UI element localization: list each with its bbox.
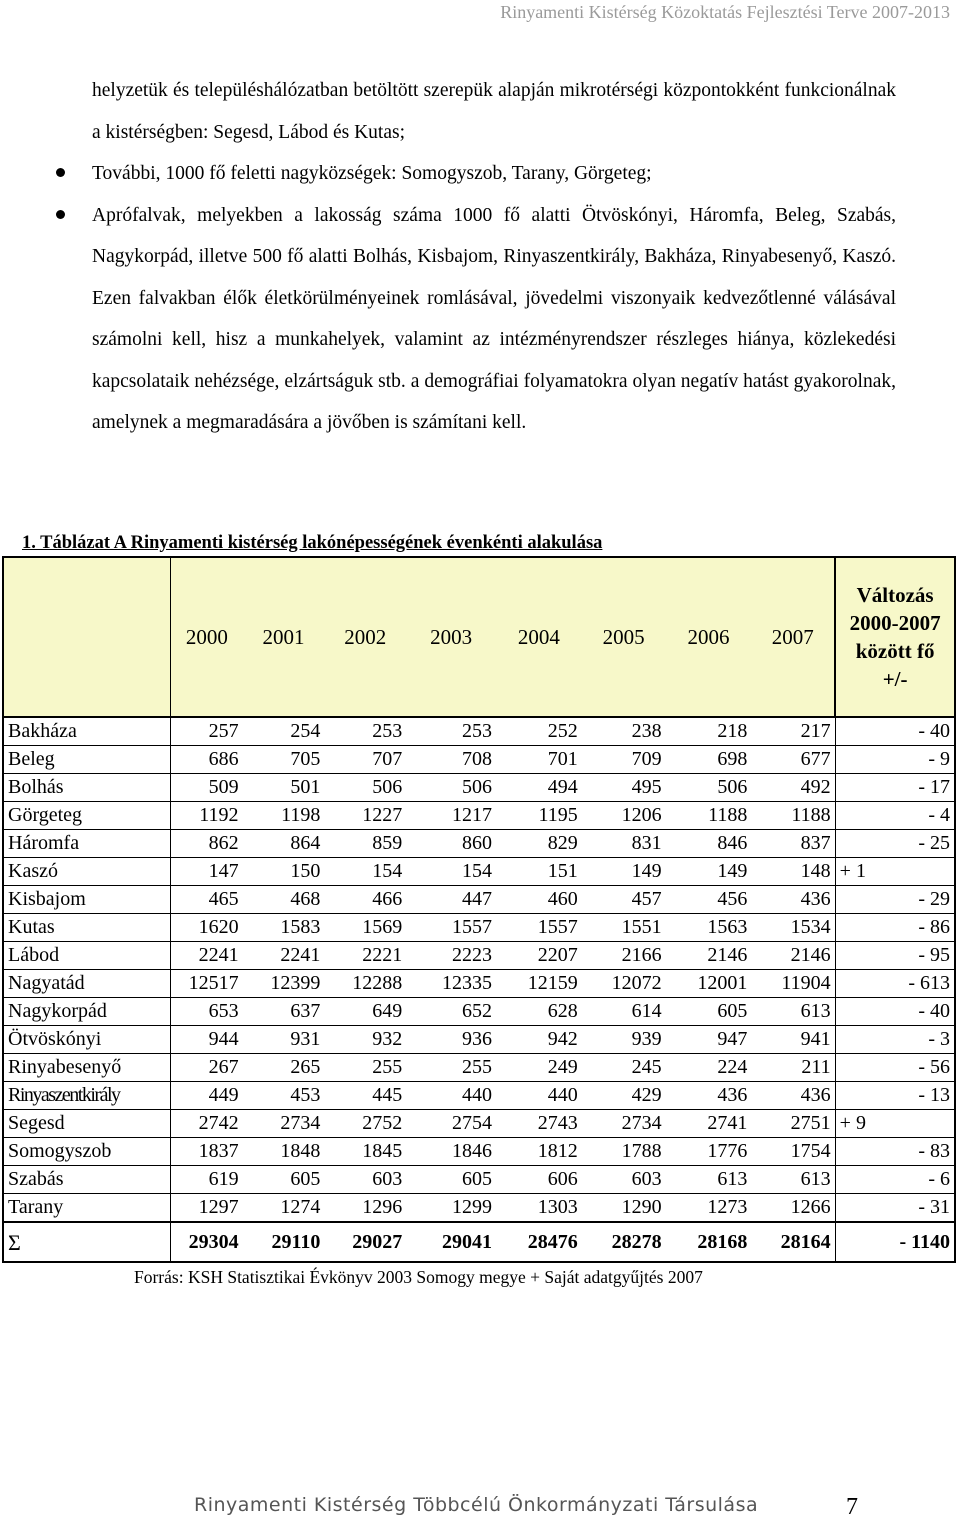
settlement-name: Somogyszob	[3, 1138, 171, 1166]
table-row	[3, 802, 955, 830]
page-header: Rinyamenti Kistérség Közoktatás Fejlesztési Terve 2007-2013	[500, 2, 950, 22]
population-cell: 12072	[582, 970, 666, 998]
settlement-name: Σ	[3, 1222, 171, 1262]
settlement-name: Beleg	[3, 746, 171, 774]
population-cell: 614	[582, 998, 666, 1026]
population-cell: 254	[243, 717, 325, 746]
total-row	[3, 1222, 955, 1262]
population-cell: 267	[171, 1054, 243, 1082]
table-row	[3, 1110, 955, 1138]
population-cell: 859	[324, 830, 406, 858]
population-cell: 12159	[496, 970, 582, 998]
settlement-name: Nagykorpád	[3, 998, 171, 1026]
population-cell: 149	[582, 858, 666, 886]
population-cell: 1290	[582, 1194, 666, 1223]
population-cell: 1846	[406, 1138, 496, 1166]
bullet-icon	[56, 168, 65, 177]
table-row	[3, 830, 955, 858]
population-cell: 506	[666, 774, 752, 802]
population-cell: 1845	[324, 1138, 406, 1166]
population-cell: 11904	[751, 970, 835, 998]
table-row	[3, 942, 955, 970]
population-cell: 931	[243, 1026, 325, 1054]
settlement-name: Segesd	[3, 1110, 171, 1138]
table-source: Forrás: KSH Statisztikai Évkönyv 2003 Somogy megye + Saját adatgyűjtés 2007	[134, 1267, 703, 1287]
population-cell: 649	[324, 998, 406, 1026]
change-cell: - 1140	[835, 1222, 955, 1262]
population-cell: 2146	[666, 942, 752, 970]
population-cell: 942	[496, 1026, 582, 1054]
change-cell: - 56	[835, 1054, 955, 1082]
population-cell: 28476	[496, 1222, 582, 1262]
population-cell: 29110	[243, 1222, 325, 1262]
population-cell: 29027	[324, 1222, 406, 1262]
population-cell: 12517	[171, 970, 243, 998]
population-cell: 148	[751, 858, 835, 886]
change-cell: - 9	[835, 746, 955, 774]
population-cell: 440	[496, 1082, 582, 1110]
change-header-line: 2000-2007	[849, 611, 941, 635]
population-cell: 1303	[496, 1194, 582, 1223]
table-row	[3, 858, 955, 886]
table-header-row	[3, 557, 955, 717]
population-cell: 12288	[324, 970, 406, 998]
table-row	[3, 1026, 955, 1054]
population-cell: 605	[243, 1166, 325, 1194]
population-cell: 846	[666, 830, 752, 858]
population-cell: 453	[243, 1082, 325, 1110]
year-header: 2000	[171, 557, 243, 717]
table-row	[3, 746, 955, 774]
settlement-name: Tarany	[3, 1194, 171, 1223]
population-cell: 941	[751, 1026, 835, 1054]
population-cell: 249	[496, 1054, 582, 1082]
population-cell: 603	[324, 1166, 406, 1194]
population-cell: 1217	[406, 802, 496, 830]
population-cell: 1620	[171, 914, 243, 942]
change-cell: - 4	[835, 802, 955, 830]
population-cell: 1188	[666, 802, 752, 830]
population-cell: 224	[666, 1054, 752, 1082]
population-cell: 837	[751, 830, 835, 858]
population-cell: 457	[582, 886, 666, 914]
population-cell: 2207	[496, 942, 582, 970]
settlement-name: Kaszó	[3, 858, 171, 886]
population-cell: 613	[751, 1166, 835, 1194]
population-cell: 606	[496, 1166, 582, 1194]
bullet-text: Aprófalvak, melyekben a lakosság száma 1000 fő alatti Ötvöskónyi, Háromfa, Beleg, Szabás, Nagykorpád, illetve 500 fő alatti Bolhás, Kisbajom, Rinyaszentkirály, Bakháza, Rinyabesenyő, Kaszó. Ezen falvakban élők életkörülményeinek romlásával, jövedelmi viszonyaik kedvezőtlenné válásával számolni kell, hisz a munkahelyek, valamint az intézményrendszer részleges hiánya, közlekedési kapcsolataik nehézsége, elzártságuk stb. a demográfiai folyamatokra olyan negatív hatást gyakorolnak, amelynek a megmaradására a jövőben is számítani kell.	[92, 204, 896, 433]
change-cell: - 3	[835, 1026, 955, 1054]
change-header-line: +/-	[882, 667, 908, 691]
population-cell: 1551	[582, 914, 666, 942]
population-cell: 1837	[171, 1138, 243, 1166]
population-cell: 238	[582, 717, 666, 746]
change-cell: - 95	[835, 942, 955, 970]
population-cell: 12399	[243, 970, 325, 998]
population-cell: 1206	[582, 802, 666, 830]
table-row	[3, 998, 955, 1026]
population-cell: 2223	[406, 942, 496, 970]
table-caption: 1. Táblázat A Rinyamenti kistérség lakónépességének évenkénti alakulása	[22, 533, 603, 553]
year-header: 2005	[582, 557, 666, 717]
table-row	[3, 914, 955, 942]
population-cell: 506	[406, 774, 496, 802]
change-cell: + 9	[835, 1110, 955, 1138]
population-cell: 149	[666, 858, 752, 886]
population-cell: 1188	[751, 802, 835, 830]
year-header: 2002	[324, 557, 406, 717]
population-cell: 698	[666, 746, 752, 774]
population-cell: 436	[751, 1082, 835, 1110]
population-cell: 628	[496, 998, 582, 1026]
population-cell: 253	[324, 717, 406, 746]
population-cell: 29304	[171, 1222, 243, 1262]
population-cell: 265	[243, 1054, 325, 1082]
population-cell: 29041	[406, 1222, 496, 1262]
settlement-name: Lábod	[3, 942, 171, 970]
population-cell: 2734	[582, 1110, 666, 1138]
population-cell: 147	[171, 858, 243, 886]
year-header: 2001	[243, 557, 325, 717]
population-cell: 932	[324, 1026, 406, 1054]
population-cell: 677	[751, 746, 835, 774]
population-cell: 864	[243, 830, 325, 858]
population-cell: 509	[171, 774, 243, 802]
population-cell: 1192	[171, 802, 243, 830]
bullet-icon	[56, 210, 65, 219]
settlement-name: Kisbajom	[3, 886, 171, 914]
population-cell: 506	[324, 774, 406, 802]
population-cell: 1848	[243, 1138, 325, 1166]
footer-org: Rinyamenti Kistérség Többcélú Önkormányzati Társulása	[194, 1494, 759, 1516]
page-number: 7	[846, 1494, 858, 1520]
year-header: 2004	[496, 557, 582, 717]
population-cell: 2752	[324, 1110, 406, 1138]
population-cell: 2743	[496, 1110, 582, 1138]
settlement-name: Bakháza	[3, 717, 171, 746]
population-cell: 2241	[243, 942, 325, 970]
population-cell: 460	[496, 886, 582, 914]
population-cell: 447	[406, 886, 496, 914]
change-header-line: között fő	[855, 639, 935, 663]
settlement-name: Kutas	[3, 914, 171, 942]
population-cell: 947	[666, 1026, 752, 1054]
settlement-name: Rinyaszentkirály	[3, 1082, 171, 1110]
population-cell: 28164	[751, 1222, 835, 1262]
population-cell: 944	[171, 1026, 243, 1054]
population-cell: 252	[496, 717, 582, 746]
settlement-name: Rinyabesenyő	[3, 1054, 171, 1082]
population-cell: 829	[496, 830, 582, 858]
population-cell: 603	[582, 1166, 666, 1194]
change-cell: - 40	[835, 717, 955, 746]
population-cell: 436	[751, 886, 835, 914]
population-cell: 2751	[751, 1110, 835, 1138]
table-row	[3, 1054, 955, 1082]
population-cell: 440	[406, 1082, 496, 1110]
population-cell: 936	[406, 1026, 496, 1054]
settlement-name: Szabás	[3, 1166, 171, 1194]
settlement-name: Nagyatád	[3, 970, 171, 998]
population-cell: 2221	[324, 942, 406, 970]
population-cell: 1563	[666, 914, 752, 942]
table-row	[3, 1194, 955, 1223]
change-cell: - 31	[835, 1194, 955, 1223]
change-cell: - 86	[835, 914, 955, 942]
population-cell: 939	[582, 1026, 666, 1054]
population-cell: 465	[171, 886, 243, 914]
population-cell: 1227	[324, 802, 406, 830]
population-cell: 705	[243, 746, 325, 774]
settlement-name: Görgeteg	[3, 802, 171, 830]
population-cell: 860	[406, 830, 496, 858]
population-cell: 2741	[666, 1110, 752, 1138]
change-cell: - 83	[835, 1138, 955, 1166]
population-cell: 1274	[243, 1194, 325, 1223]
population-cell: 2146	[751, 942, 835, 970]
bullet-item	[92, 153, 896, 195]
change-cell: - 40	[835, 998, 955, 1026]
population-cell: 1812	[496, 1138, 582, 1166]
population-cell: 495	[582, 774, 666, 802]
population-cell: 1297	[171, 1194, 243, 1223]
population-cell: 211	[751, 1054, 835, 1082]
population-cell: 605	[666, 998, 752, 1026]
body-text	[92, 70, 896, 444]
population-cell: 708	[406, 746, 496, 774]
population-cell: 652	[406, 998, 496, 1026]
population-cell: 686	[171, 746, 243, 774]
table-row	[3, 1138, 955, 1166]
population-cell: 1266	[751, 1194, 835, 1223]
change-cell: - 13	[835, 1082, 955, 1110]
bullet-item	[92, 195, 896, 444]
year-header: 2007	[751, 557, 835, 717]
population-cell: 1273	[666, 1194, 752, 1223]
population-cell: 2754	[406, 1110, 496, 1138]
population-cell: 429	[582, 1082, 666, 1110]
population-cell: 12001	[666, 970, 752, 998]
table-row	[3, 886, 955, 914]
population-cell: 1583	[243, 914, 325, 942]
population-cell: 466	[324, 886, 406, 914]
population-cell: 257	[171, 717, 243, 746]
population-cell: 707	[324, 746, 406, 774]
settlement-name: Háromfa	[3, 830, 171, 858]
population-cell: 2742	[171, 1110, 243, 1138]
population-cell: 2241	[171, 942, 243, 970]
population-cell: 217	[751, 717, 835, 746]
population-cell: 154	[324, 858, 406, 886]
year-header: 2006	[666, 557, 752, 717]
population-cell: 1557	[406, 914, 496, 942]
population-cell: 1296	[324, 1194, 406, 1223]
population-cell: 218	[666, 717, 752, 746]
bullet-text: További, 1000 fő feletti nagyközségek: Somogyszob, Tarany, Görgeteg;	[92, 163, 652, 184]
header-blank-cell	[3, 557, 171, 717]
table-row	[3, 1082, 955, 1110]
population-cell: 653	[171, 998, 243, 1026]
population-cell: 28278	[582, 1222, 666, 1262]
population-cell: 862	[171, 830, 243, 858]
population-cell: 445	[324, 1082, 406, 1110]
population-cell: 2734	[243, 1110, 325, 1138]
population-cell: 255	[324, 1054, 406, 1082]
population-cell: 831	[582, 830, 666, 858]
population-cell: 28168	[666, 1222, 752, 1262]
population-cell: 1557	[496, 914, 582, 942]
table-row	[3, 774, 955, 802]
settlement-name: Ötvöskónyi	[3, 1026, 171, 1054]
population-cell: 709	[582, 746, 666, 774]
population-cell: 701	[496, 746, 582, 774]
population-cell: 154	[406, 858, 496, 886]
population-cell: 468	[243, 886, 325, 914]
population-cell: 605	[406, 1166, 496, 1194]
population-cell: 245	[582, 1054, 666, 1082]
population-cell: 255	[406, 1054, 496, 1082]
population-cell: 1299	[406, 1194, 496, 1223]
population-cell: 1776	[666, 1138, 752, 1166]
population-cell: 12335	[406, 970, 496, 998]
table-row	[3, 1166, 955, 1194]
population-cell: 2166	[582, 942, 666, 970]
change-header	[835, 557, 955, 717]
population-cell: 637	[243, 998, 325, 1026]
change-cell: - 17	[835, 774, 955, 802]
table-body	[3, 717, 955, 1262]
population-cell: 436	[666, 1082, 752, 1110]
change-cell: - 613	[835, 970, 955, 998]
change-cell: + 1	[835, 858, 955, 886]
table-row	[3, 970, 955, 998]
population-cell: 456	[666, 886, 752, 914]
population-cell: 151	[496, 858, 582, 886]
population-table	[2, 556, 956, 1263]
change-cell: - 6	[835, 1166, 955, 1194]
population-cell: 613	[751, 998, 835, 1026]
paragraph: helyzetük és településhálózatban betöltött szerepük alapján mikrotérségi központokként funkcionálnak a kistérségben: Segesd, Lábod és Kutas;	[92, 80, 896, 143]
table-row	[3, 717, 955, 746]
population-cell: 613	[666, 1166, 752, 1194]
population-cell: 1569	[324, 914, 406, 942]
population-cell: 1198	[243, 802, 325, 830]
population-cell: 492	[751, 774, 835, 802]
year-header: 2003	[406, 557, 496, 717]
population-cell: 1788	[582, 1138, 666, 1166]
change-header-line: Változás	[856, 583, 934, 607]
settlement-name: Bolhás	[3, 774, 171, 802]
population-cell: 253	[406, 717, 496, 746]
population-cell: 494	[496, 774, 582, 802]
population-cell: 501	[243, 774, 325, 802]
population-cell: 150	[243, 858, 325, 886]
population-cell: 449	[171, 1082, 243, 1110]
change-cell: - 29	[835, 886, 955, 914]
population-cell: 1754	[751, 1138, 835, 1166]
population-cell: 1534	[751, 914, 835, 942]
change-cell: - 25	[835, 830, 955, 858]
population-cell: 619	[171, 1166, 243, 1194]
population-cell: 1195	[496, 802, 582, 830]
